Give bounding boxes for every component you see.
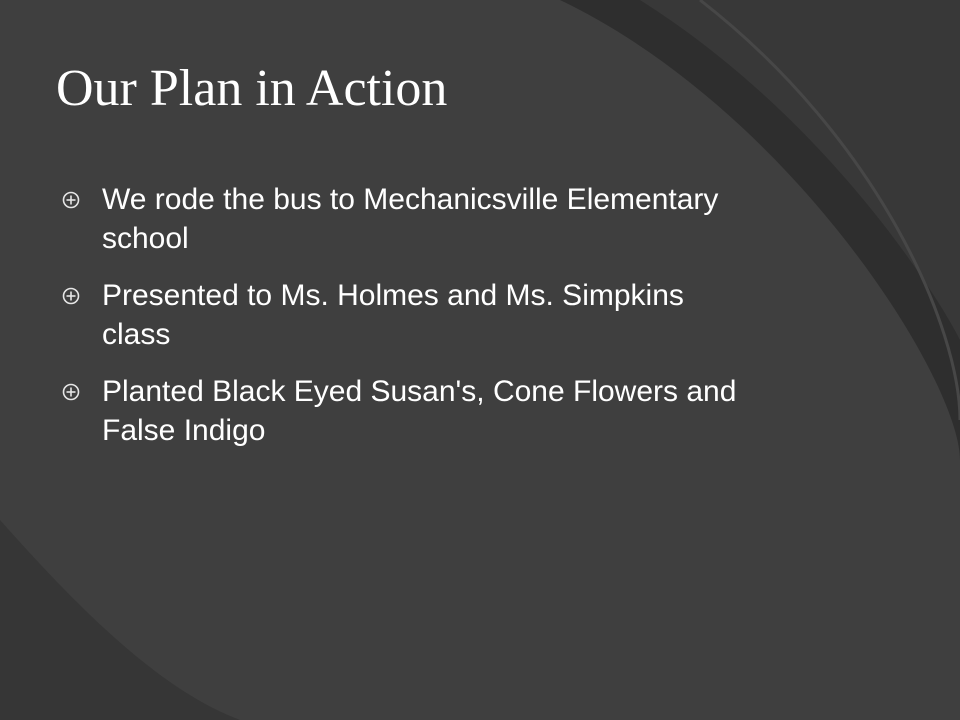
list-item [62,180,742,258]
background-bottom-left-curve [0,520,240,720]
bullet-text: We rode the bus to Mechanicsville Elementary school [102,183,719,255]
bullet-list [62,180,742,468]
list-item [62,276,742,354]
bullet-text: Presented to Ms. Holmes and Ms. Simpkins class [102,279,684,351]
circled-plus-icon [62,191,80,209]
slide-title: Our Plan in Action [56,60,448,117]
circled-plus-icon [62,287,80,305]
circled-plus-icon [62,383,80,401]
bullet-text: Planted Black Eyed Susan's, Cone Flowers and False Indigo [102,375,737,447]
list-item [62,372,742,450]
